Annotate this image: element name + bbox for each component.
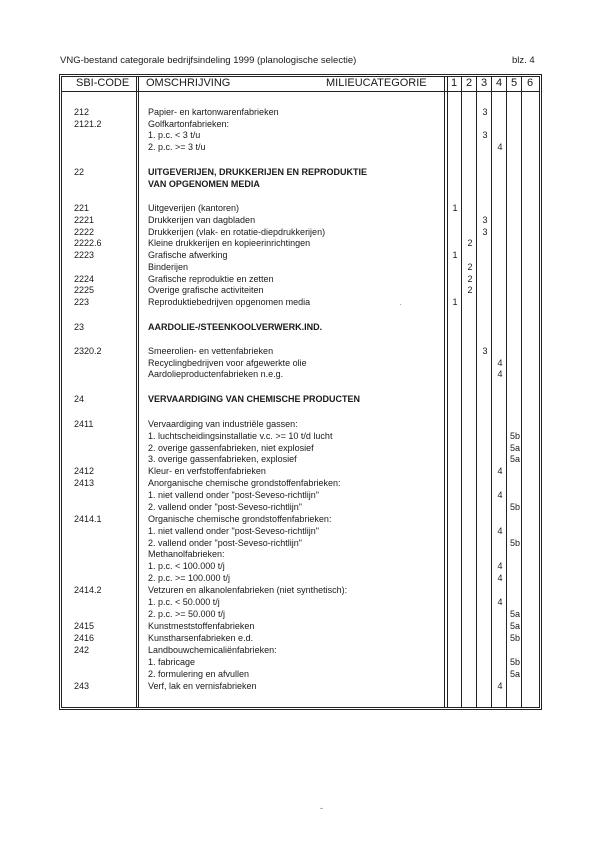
col-divider-cat-1: [461, 76, 462, 708]
description-cell: Grafische reproduktie en zetten: [148, 274, 274, 284]
description-cell: Landbouwchemicaliënfabrieken:: [148, 645, 277, 655]
category-cell: 5a: [509, 609, 520, 619]
description-cell: Vetzuren en alkanolenfabrieken (niet synthetisch):: [148, 585, 348, 595]
scan-speck: ·: [399, 300, 402, 309]
col-divider-desc-double: [447, 76, 448, 708]
description-cell: Grafische afwerking: [148, 250, 228, 260]
description-cell: 2. p.c. >= 100.000 t/j: [148, 573, 231, 583]
category-cell: 1: [452, 203, 458, 213]
category-cell: 2: [467, 285, 473, 295]
category-cell: 2: [467, 262, 473, 272]
description-cell: 3. overige gassenfabrieken, explosief: [148, 454, 297, 464]
header-cat-3: 3: [480, 77, 488, 89]
header-cat-4: 4: [495, 77, 503, 89]
category-cell: 3: [482, 107, 488, 117]
category-cell: 1: [452, 297, 458, 307]
description-cell: 1. niet vallend onder "post-Seveso-richtlijn": [148, 526, 319, 536]
category-cell: 5b: [509, 502, 520, 512]
header-sbi-code: SBI-CODE: [76, 77, 130, 89]
description-cell: 2. overige gassenfabrieken, niet explosief: [148, 443, 314, 453]
sbi-code-cell: 2416: [74, 633, 95, 643]
category-cell: 5a: [509, 621, 520, 631]
sbi-code-cell: 23: [74, 322, 85, 332]
description-cell: Kunstharsenfabrieken e.d.: [148, 633, 254, 643]
sbi-code-cell: 2414.1: [74, 514, 102, 524]
sbi-code-cell: 2414.2: [74, 585, 102, 595]
sbi-code-cell: 2412: [74, 466, 95, 476]
header-cat-1: 1: [450, 77, 458, 89]
description-cell: Papier- en kartonwarenfabrieken: [148, 107, 279, 117]
description-cell: Methanolfabrieken:: [148, 549, 225, 559]
description-cell: Kleur- en verfstoffenfabrieken: [148, 466, 266, 476]
section-heading: VAN OPGENOMEN MEDIA: [148, 179, 260, 189]
header-milieucategorie: MILIEUCATEGORIE: [326, 77, 427, 89]
sbi-code-cell: 2413: [74, 478, 95, 488]
description-cell: 2. vallend onder "post-Seveso-richtlijn": [148, 502, 302, 512]
category-cell: 3: [482, 215, 488, 225]
sbi-code-cell: 2222.6: [74, 238, 102, 248]
col-divider-cat-2: [476, 76, 477, 708]
category-cell: 4: [497, 681, 503, 691]
description-cell: 1. p.c. < 50.000 t/j: [148, 597, 220, 607]
category-cell: 4: [497, 466, 503, 476]
sbi-code-cell: 2221: [74, 215, 95, 225]
section-heading: UITGEVERIJEN, DRUKKERIJEN EN REPRODUKTIE: [148, 167, 368, 177]
sbi-code-cell: 2223: [74, 250, 95, 260]
header-cat-5: 5: [510, 77, 518, 89]
category-cell: 5b: [509, 633, 520, 643]
header-row-border: [61, 91, 540, 92]
description-cell: Binderijen: [148, 262, 189, 272]
description-cell: Aardolieproductenfabrieken n.e.g.: [148, 369, 284, 379]
sbi-code-cell: 243: [74, 681, 90, 691]
description-cell: 1. luchtscheidingsinstallatie v.c. >= 10 t/d lucht: [148, 431, 333, 441]
description-cell: Kunstmeststoffenfabrieken: [148, 621, 255, 631]
category-cell: 5a: [509, 443, 520, 453]
page-number: blz. 4: [512, 55, 535, 66]
header-cat-6: 6: [526, 77, 534, 89]
sbi-code-cell: 223: [74, 297, 90, 307]
col-divider-desc: [444, 76, 445, 708]
description-cell: 1. p.c. < 3 t/u: [148, 130, 201, 140]
sbi-code-cell: 212: [74, 107, 90, 117]
description-cell: 1. fabricage: [148, 657, 196, 667]
category-cell: 4: [497, 526, 503, 536]
category-cell: 3: [482, 346, 488, 356]
sbi-code-cell: 24: [74, 394, 85, 404]
sbi-code-cell: 221: [74, 203, 90, 213]
description-cell: Overige grafische activiteiten: [148, 285, 264, 295]
footer-mark: -: [320, 803, 323, 813]
sbi-code-cell: 2320.2: [74, 346, 102, 356]
category-cell: 3: [482, 130, 488, 140]
description-cell: Organische chemische grondstoffenfabrieken:: [148, 514, 332, 524]
section-heading: AARDOLIE-/STEENKOOLVERWERK.IND.: [148, 322, 323, 332]
description-cell: Uitgeverijen (kantoren): [148, 203, 240, 213]
sbi-code-cell: 2222: [74, 227, 95, 237]
category-cell: 5b: [509, 538, 520, 548]
category-cell: 4: [497, 597, 503, 607]
description-cell: Golfkartonfabrieken:: [148, 119, 230, 129]
category-cell: 4: [497, 369, 503, 379]
category-cell: 4: [497, 490, 503, 500]
col-divider-code: [136, 76, 137, 708]
category-cell: 5b: [509, 431, 520, 441]
sbi-code-cell: 242: [74, 645, 90, 655]
sbi-code-cell: 2415: [74, 621, 95, 631]
sbi-code-cell: 2225: [74, 285, 95, 295]
category-cell: 5a: [509, 669, 520, 679]
description-cell: Drukkerijen (vlak- en rotatie-diepdrukkerijen): [148, 227, 326, 237]
description-cell: Drukkerijen van dagbladen: [148, 215, 256, 225]
category-cell: 4: [497, 142, 503, 152]
col-divider-cat-3: [491, 76, 492, 708]
category-cell: 4: [497, 358, 503, 368]
document-header-title: VNG-bestand categorale bedrijfsindeling 1999 (planologische selectie): [60, 55, 357, 66]
description-cell: Verf, lak en vernisfabrieken: [148, 681, 257, 691]
category-cell: 5a: [509, 454, 520, 464]
description-cell: 1. p.c. < 100.000 t/j: [148, 561, 225, 571]
category-cell: 2: [467, 274, 473, 284]
description-cell: 2. p.c. >= 50.000 t/j: [148, 609, 226, 619]
sbi-code-cell: 2224: [74, 274, 95, 284]
description-cell: 2. formulering en afvullen: [148, 669, 250, 679]
description-cell: Recyclingbedrijven voor afgewerkte olie: [148, 358, 307, 368]
description-cell: Vervaardiging van industriële gassen:: [148, 419, 298, 429]
col-divider-code-double: [138, 76, 139, 708]
sbi-code-cell: 22: [74, 167, 85, 177]
sbi-code-cell: 2121.2: [74, 119, 102, 129]
section-heading: VERVAARDIGING VAN CHEMISCHE PRODUCTEN: [148, 394, 361, 404]
category-cell: 5b: [509, 657, 520, 667]
col-divider-cat-4: [506, 76, 507, 708]
category-cell: 2: [467, 238, 473, 248]
description-cell: Kleine drukkerijen en kopieerinrichtingen: [148, 238, 311, 248]
col-divider-cat-5: [521, 76, 522, 708]
category-cell: 4: [497, 561, 503, 571]
description-cell: 2. p.c. >= 3 t/u: [148, 142, 206, 152]
description-cell: 2. vallend onder "post-Seveso-richtlijn": [148, 538, 302, 548]
category-cell: 4: [497, 573, 503, 583]
header-omschrijving: OMSCHRIJVING: [146, 77, 231, 89]
category-cell: 1: [452, 250, 458, 260]
description-cell: Smeerolien- en vettenfabrieken: [148, 346, 274, 356]
description-cell: 1. niet vallend onder "post-Seveso-richtlijn": [148, 490, 319, 500]
description-cell: Reproduktiebedrijven opgenomen media: [148, 297, 311, 307]
header-cat-2: 2: [465, 77, 473, 89]
description-cell: Anorganische chemische grondstoffenfabrieken:: [148, 478, 341, 488]
category-cell: 3: [482, 227, 488, 237]
sbi-code-cell: 2411: [74, 419, 94, 429]
